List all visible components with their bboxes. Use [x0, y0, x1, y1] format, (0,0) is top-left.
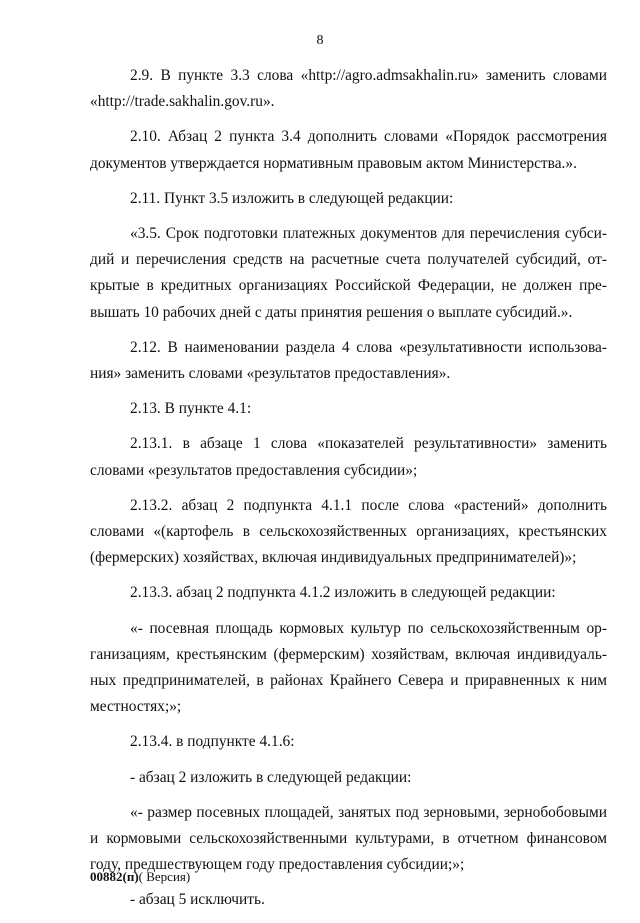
document-version: ( Версия) — [138, 869, 191, 884]
paragraph-2-11: 2.11. Пункт 3.5 изложить в следующей редакции: — [130, 189, 454, 207]
paragraph-2-13-2: 2.13.2. абзац 2 подпункта 4.1.1 после слова «растений» дополнить словами «(картофель в сельскохозяйственных организациях, крестьянских (фермерских) хозяйствах, включая индивидуальных предпринимателей)»; — [90, 496, 607, 567]
document-code: 00882(п) — [90, 869, 139, 884]
paragraph-2-9: 2.9. В пункте 3.3 слова «http://agro.admsakhalin.ru» заменить словами «http://trade.sakhalin.gov.ru». — [90, 67, 607, 111]
page-number: 8 — [316, 33, 324, 48]
footer — [90, 869, 190, 885]
paragraph-2-13: 2.13. В пункте 4.1: — [130, 400, 252, 418]
paragraph-2-13-3: 2.13.3. абзац 2 подпункта 4.1.2 изложить в следующей редакции: — [130, 584, 556, 602]
paragraph-2-13-4: 2.13.4. в подпункте 4.1.6: — [130, 733, 295, 751]
paragraph-abzac-2: - абзац 2 изложить в следующей редакции: — [130, 768, 412, 786]
paragraph-2-13-1: 2.13.1. в абзаце 1 слова «показателей результативности» заменить словами «результатов предоставления субсидии»; — [90, 435, 607, 479]
paragraph-4-1-6-quote: «- размер посевных площадей, занятых под зерновыми, зернобобовыми и кормовыми сельскохозяйственными культурами, в отчетном финансовом году, предшествующем году предоставления субсидии;»; — [90, 803, 607, 874]
paragraph-2-12: 2.12. В наименовании раздела 4 слова «результативности использования» заменить словами «результатов предоставления». — [90, 338, 607, 383]
paragraph-3-5-quote: «3.5. Срок подготовки платежных документов для перечисления субсидий и перечисления средств на расчетные счета получателей субсидий, открытые в кредитных организациях Российской Федерации, не должен превышать 10 рабочих дней с даты принятия решения о выплате субсидий.». — [90, 225, 607, 321]
document-body — [90, 63, 607, 923]
paragraph-2-10: 2.10. Абзац 2 пункта 3.4 дополнить словами «Порядок рассмотрения документов утверждается нормативным правовым актом Министерства.». — [90, 128, 607, 172]
paragraph-abzac-5: - абзац 5 исключить. — [130, 891, 265, 909]
paragraph-4-1-2-quote: «- посевная площадь кормовых культур по сельскохозяйственным организациям, крестьянским (фермерским) хозяйствам, включая индивидуальных предпринимателей, в районах Крайнего Севера и приравненных к ним местностях;»; — [90, 619, 607, 716]
